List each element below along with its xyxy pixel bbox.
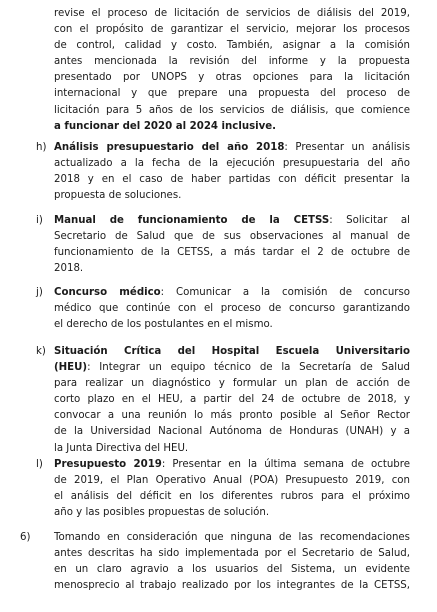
text-line: el análisis del déficit en los diferentes rubros para el próximo: [54, 491, 410, 503]
item-l-first-line: [54, 457, 410, 473]
text-line: propuesta de soluciones.: [54, 190, 182, 202]
item-l: [54, 457, 410, 521]
bold-text: a funcionar del 2020 al 2024 inclusive.: [54, 120, 277, 132]
text-span: : Comunicar a la comisión de concurso: [160, 287, 411, 298]
item-label-i: i): [36, 215, 43, 226]
text-line: el derecho de los postulantes en el mismo.: [54, 319, 273, 331]
text-line: menosprecio al trabajo realizado por los integrantes de la CETSS,: [54, 580, 410, 592]
text-span: : Solicitar al: [329, 215, 410, 226]
text-span: : Presentar un análisis: [284, 142, 411, 153]
text-line: licitación para 5 años de los servicios de diálisis, que comience: [54, 104, 410, 116]
text-line: Secretario de Salud que de sus observaciones al manual de: [54, 231, 410, 243]
item-k-title-line: [54, 344, 410, 360]
text-line: presentado por UNOPS y otras opciones para la licitación: [54, 72, 410, 84]
text-line: revise el proceso de licitación de servicios de diálisis del 2019,: [54, 8, 410, 19]
item-k-second-line: [54, 360, 410, 376]
text-line: médico que continúe con el proceso de concurso garantizando: [54, 303, 410, 315]
text-line: corto plazo en el HEU, a partir del 24 de octubre de 2018, y: [54, 394, 410, 406]
text-line: antes descritas ha sido implementada por el Secretario de Salud,: [54, 548, 410, 560]
text-span: : Presentar en la última semana de octubre: [161, 459, 410, 470]
text-line: antes mencionada la revisión del informe y la propuesta: [54, 56, 410, 68]
text-line: de control, calidad y costo. También, asignar a la comisión: [54, 40, 410, 52]
item-k-title-cont: (HEU): [54, 362, 88, 374]
item-h-title: Análisis presupuestario del año 2018: [54, 142, 285, 153]
item-j-first-line: [54, 285, 410, 301]
text-line: funcionamiento de la CETSS, a más tardar el 2 de octubre de: [54, 247, 410, 259]
text-line: la Junta Directiva del HEU.: [54, 442, 189, 454]
item-label-k: k): [36, 346, 46, 357]
item-j-title: Concurso médico: [54, 287, 161, 298]
item-i: [54, 213, 410, 277]
text-line: con el propósito de garantizar el servicio, mejorar los procesos: [54, 24, 410, 36]
item-i-first-line: [54, 213, 410, 229]
text-line: para realizar un diagnóstico y formular un plan de acción de: [54, 378, 410, 390]
item-k-title: Situación Crítica del Hospital Escuela Universitario: [54, 346, 410, 357]
text-line: internacional y que prepare una propuesta del proceso de: [54, 88, 410, 100]
text-line: en un claro agravio a los usuarios del Sistema, un evidente: [54, 564, 410, 576]
text-line: 2018 y en el caso de haber partidas con déficit presentar la: [54, 174, 410, 186]
item-j: [54, 285, 410, 333]
item-label-l: l): [36, 459, 43, 470]
item-i-title: Manual de funcionamiento de la CETSS: [54, 215, 330, 226]
text-line: de 2019, el Plan Operativo Anual (POA) Presupuesto 2019, con: [54, 475, 410, 487]
point-number-6: 6): [20, 532, 31, 543]
text-line: [54, 119, 410, 135]
item-h-first-line: [54, 140, 410, 156]
intro-paragraph: [54, 6, 410, 135]
text-line: Tomando en consideración que ninguna de las recomendaciones: [54, 532, 410, 543]
text-line: actualizado a la fecha de la ejecución presupuestaria del año: [54, 158, 410, 170]
text-line: de la Universidad Nacional Autónoma de Honduras (UNAH) y a: [54, 426, 410, 438]
item-k: [54, 344, 410, 457]
text-span: : Integrar un equipo técnico de la Secretaría de Salud: [87, 362, 410, 374]
item-label-h: h): [36, 142, 47, 153]
text-line: convocar a una reunión lo más pronto posible al Señor Rector: [54, 410, 410, 422]
item-h: [54, 140, 410, 204]
text-line: año y las posibles propuestas de solución.: [54, 507, 270, 519]
item-label-j: j): [36, 287, 43, 298]
point-6: [54, 530, 410, 594]
text-line: 2018.: [54, 263, 84, 275]
item-l-title: Presupuesto 2019: [54, 459, 162, 470]
